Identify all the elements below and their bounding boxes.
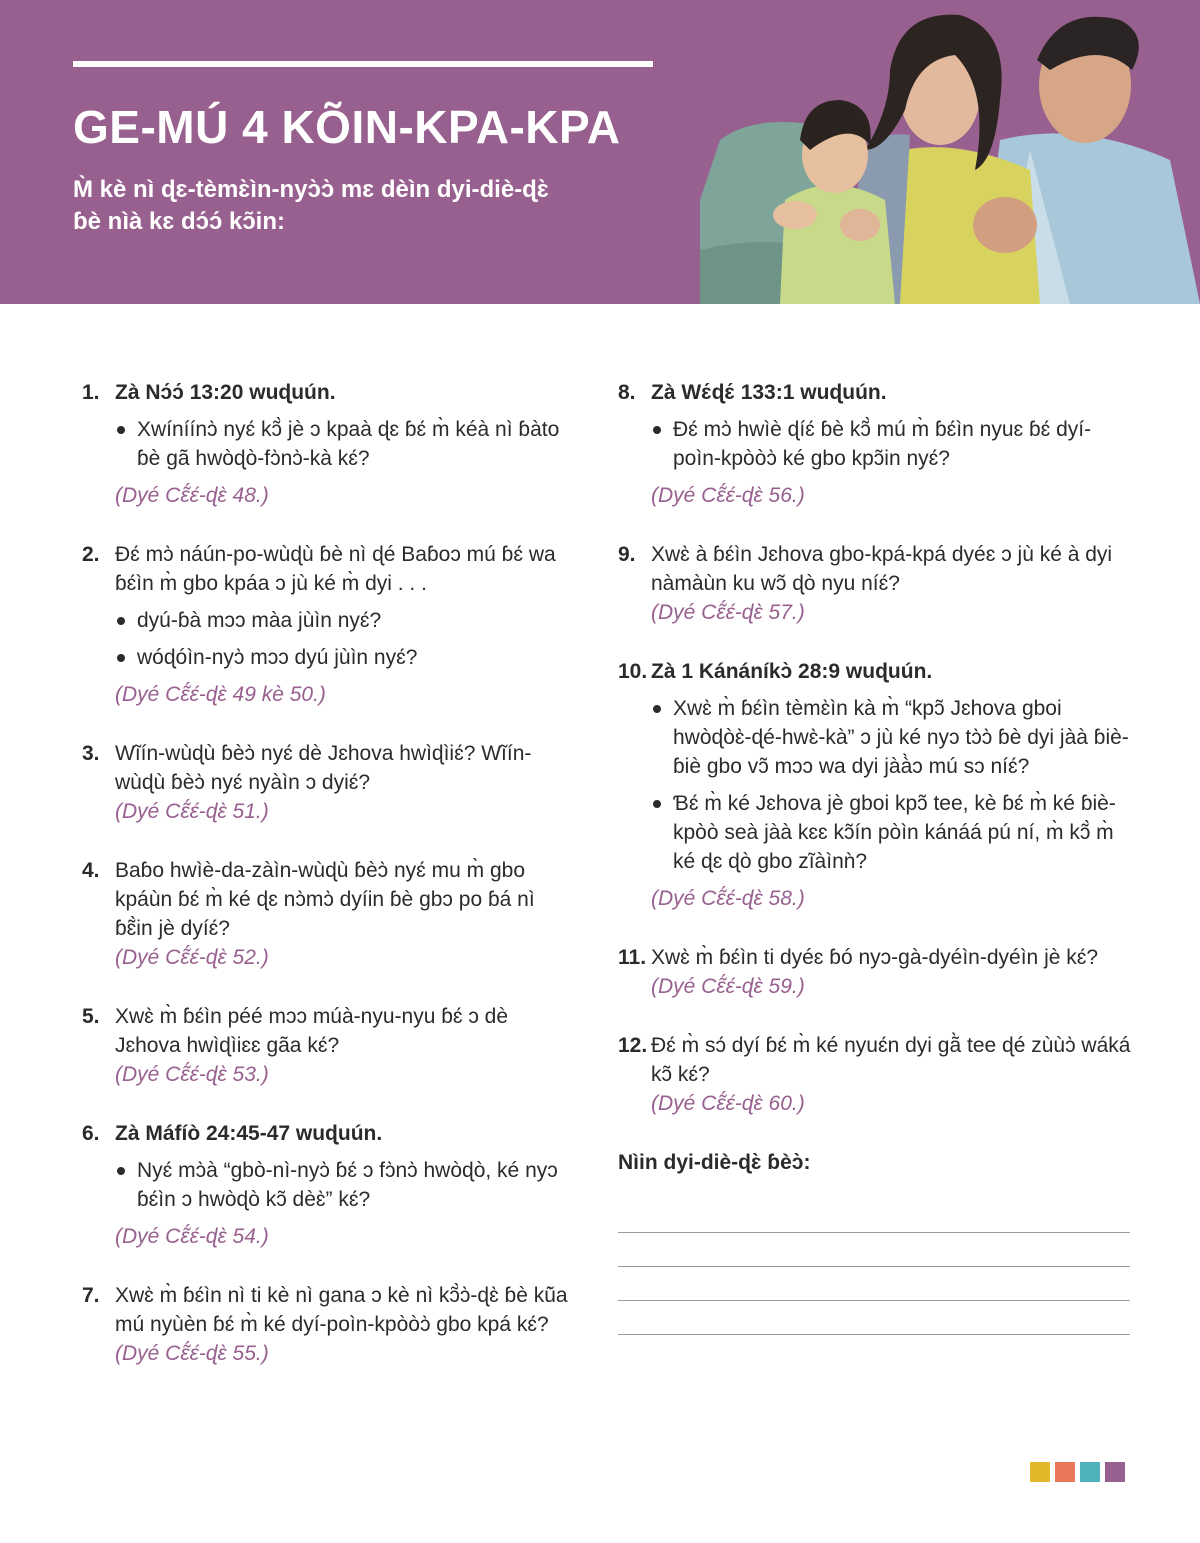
- color-swatches: [1030, 1462, 1125, 1482]
- question-subpoints: [115, 415, 572, 473]
- notes-section: [618, 1148, 1138, 1335]
- question-text: Zà Máfíò 24:45-47 wuɖuún.: [115, 1122, 383, 1145]
- notes-title: Nìin dyi-diè-ɖɛ̀ ɓèɔ̀:: [618, 1151, 811, 1174]
- question-text: Xwɛ̀ m̀ ɓɛ́ìn péé mɔɔ múà-nyu-nyu ɓɛ́ ɔ dè Jɛhova hwìɖìiɛɛ gãa kɛ́?: [115, 1005, 509, 1057]
- subtitle-line-1: M̀ kè nì ɖɛ-tèmɛ̀ìn-nyɔ̀ɔ̀ mɛ dèìn dyi-diè-ɖɛ̀: [73, 176, 549, 203]
- subpoint: Xwíníínɔ̀ nyɛ́ kɔ̃̀ jè ɔ kpaà ɖɛ ɓɛ́ m̀ kéà nì ɓàto ɓè gã hwòɖò-fɔ̀nɔ̀-kà kɛ́?: [115, 415, 572, 473]
- question-item: [82, 1119, 572, 1251]
- question-item: [82, 856, 572, 972]
- note-line[interactable]: [618, 1233, 1130, 1267]
- page-subtitle: [73, 174, 673, 238]
- subpoint: Nyɛ́ mɔ̀à “gbò-nì-nyɔ̀ ɓɛ́ ɔ fɔ̀nɔ̀ hwòɖò, ké nyɔ ɓɛ́ìn ɔ hwòɖò kɔ̃ dèɛ̀” kɛ́?: [115, 1156, 572, 1214]
- question-text: Zà 1 Kánáníkɔ̀ 28:9 wuɖuún.: [651, 660, 933, 683]
- question-text: Ɖɛ́ mɔ̀ náún-po-wùɖù ɓè nì ɖé Baɓoɔ mú ɓɛ́ wa ɓɛ́ìn m̀ gbo kpáa ɔ jù ké m̀ dyi . . .: [115, 543, 556, 595]
- questions-left-column: [82, 378, 572, 1398]
- paragraph-reference: (Dyé Cɛ̃́ɛ́-ɖɛ̀ 56.): [651, 484, 805, 507]
- paragraph-reference: (Dyé Cɛ̃́ɛ́-ɖɛ̀ 48.): [115, 484, 269, 507]
- question-item: [618, 943, 1138, 1001]
- question-item: [82, 1281, 572, 1368]
- question-text: Ɖɛ́ m̀ sɔ́ dyí ɓɛ́ m̀ ké nyuɛ́n dyi gã̀ tee ɖé zùùɔ̀ wáká kɔ̃ kɛ́?: [651, 1034, 1131, 1086]
- paragraph-reference: (Dyé Cɛ̃́ɛ́-ɖɛ̀ 57.): [651, 601, 805, 624]
- paragraph-reference: (Dyé Cɛ̃́ɛ́-ɖɛ̀ 52.): [115, 946, 269, 969]
- question-subpoints: [651, 694, 1138, 876]
- question-item: [618, 1031, 1138, 1118]
- question-number: 6.: [82, 1122, 100, 1145]
- question-number: 2.: [82, 543, 100, 566]
- subpoint: wóɖóìn-nyɔ̀ mɔɔ dyú jùìn nyɛ́?: [115, 643, 572, 672]
- question-item: [82, 378, 572, 510]
- subpoint: dyú-ɓà mɔɔ màa jùìn nyɛ́?: [115, 606, 572, 635]
- paragraph-reference: (Dyé Cɛ̃́ɛ́-ɖɛ̀ 51.): [115, 800, 269, 823]
- question-subpoints: [115, 1156, 572, 1214]
- question-number: 7.: [82, 1284, 100, 1307]
- paragraph-reference: (Dyé Cɛ̃́ɛ́-ɖɛ̀ 49 kè 50.): [115, 683, 326, 706]
- question-text: Xwɛ̀ à ɓɛ́ìn Jɛhova gbo-kpá-kpá dyéɛ ɔ jù ké à dyi nàmàùn ku wɔ̃ ɖò nyu níɛ́?: [651, 543, 1113, 595]
- question-text: Xwɛ̀ m̀ ɓɛ́ìn nì ti kè nì gana ɔ kè nì kɔ̃̀ɔ̀-ɖɛ̀ ɓè kũ̀a mú nyùèn ɓɛ́ m̀ ké dyí-poìn-kpòòɔ̀ gbo kpá kɛ́?: [115, 1284, 568, 1336]
- question-item: [82, 1002, 572, 1089]
- note-line[interactable]: [618, 1267, 1130, 1301]
- paragraph-reference: (Dyé Cɛ̃́ɛ́-ɖɛ̀ 58.): [651, 887, 805, 910]
- swatch-teal: [1080, 1462, 1100, 1482]
- question-number: 5.: [82, 1005, 100, 1028]
- question-text: Zà Nɔ́ɔ́ 13:20 wuɖuún.: [115, 381, 336, 404]
- question-text: Xwɛ̀ m̀ ɓɛ́ìn ti dyéɛ ɓó nyɔ-gà-dyéìn-dyéìn jè kɛ́?: [651, 946, 1099, 969]
- question-item: [82, 540, 572, 709]
- question-subpoints: [115, 606, 572, 672]
- question-number: 8.: [618, 381, 636, 404]
- swatch-orange: [1055, 1462, 1075, 1482]
- paragraph-reference: (Dyé Cɛ̃́ɛ́-ɖɛ̀ 53.): [115, 1063, 269, 1086]
- header-rule: [73, 61, 653, 67]
- subpoint: Xwɛ̀ m̀ ɓɛ́ìn tèmɛ̀ìn kà m̀ “kpɔ̃ Jɛhova gboi hwòɖòɛ̀-ɖé-hwɛ̀-kà” ɔ jù ké nyɔ tɔ̀ɔ̀ ɓè dyi jàà ɓiè-ɓiè gbo vɔ̃ mɔɔ wa dyi jàà̀ɔ mú sɔ níɛ́?: [651, 694, 1138, 781]
- question-number: 10.: [618, 660, 648, 683]
- subpoint: Ɓɛ́ m̀ ké Jɛhova jè gboi kpɔ̃ tee, kè ɓɛ́ m̀ ké ɓiè-kpòò seà jàà kɛɛ kɔ̃ín pòìn kánáá pú ní, m̀ kɔ̃̀ m̀ ké ɖɛ ɖò gbo zĩàìnǹ?: [651, 789, 1138, 876]
- swatch-yellow: [1030, 1462, 1050, 1482]
- question-text: Baɓo hwìè-da-zàìn-wùɖù ɓèɔ̀ nyɛ́ mu m̀ gbo kpáùn ɓɛ́ m̀ ké ɖɛ nɔ̀mɔ̀ dyíin ɓè gbɔ po ɓá nì ɓɛ̃̀in jè dyíɛ́?: [115, 859, 535, 940]
- questions-right-column: [618, 378, 1138, 1335]
- paragraph-reference: (Dyé Cɛ̃́ɛ́-ɖɛ̀ 54.): [115, 1225, 269, 1248]
- question-item: [618, 657, 1138, 913]
- paragraph-reference: (Dyé Cɛ̃́ɛ́-ɖɛ̀ 60.): [651, 1092, 805, 1115]
- subpoint: Ɖɛ́ mɔ̀ hwìè ɖíɛ́ ɓè kɔ̃̀ mú m̀ ɓɛ́ìn nyuɛ ɓɛ́ dyí-poìn-kpòòɔ̀ ké gbo kpɔ̃in nyɛ́?: [651, 415, 1138, 473]
- family-praying-illustration: [700, 0, 1200, 304]
- question-text: Wĩín-wùɖù ɓèɔ̀ nyɛ́ dè Jɛhova hwìɖìiɛ́? Wĩín-wùɖù ɓèɔ̀ nyɛ́ nyàìn ɔ dyiɛ́?: [115, 742, 532, 794]
- question-subpoints: [651, 415, 1138, 473]
- question-number: 3.: [82, 742, 100, 765]
- question-number: 4.: [82, 859, 100, 882]
- note-line[interactable]: [618, 1199, 1130, 1233]
- question-item: [618, 378, 1138, 510]
- question-item: [82, 739, 572, 826]
- page-title: GE-MÚ 4 KÕIN-KPA-KPA: [73, 101, 621, 153]
- swatch-purple: [1105, 1462, 1125, 1482]
- subtitle-line-2: ɓè nìà kɛ dɔ́ɔ́ kɔ̃in:: [73, 208, 286, 235]
- question-number: 1.: [82, 381, 100, 404]
- paragraph-reference: (Dyé Cɛ̃́ɛ́-ɖɛ̀ 55.): [115, 1342, 269, 1365]
- question-item: [618, 540, 1138, 627]
- question-number: 9.: [618, 543, 636, 566]
- header-banner: [0, 0, 1200, 304]
- question-number: 11.: [618, 946, 647, 969]
- question-text: Zà Wɛ́ɖɛ́ 133:1 wuɖuún.: [651, 381, 887, 404]
- note-line[interactable]: [618, 1301, 1130, 1335]
- paragraph-reference: (Dyé Cɛ̃́ɛ́-ɖɛ̀ 59.): [651, 975, 805, 998]
- question-number: 12.: [618, 1034, 648, 1057]
